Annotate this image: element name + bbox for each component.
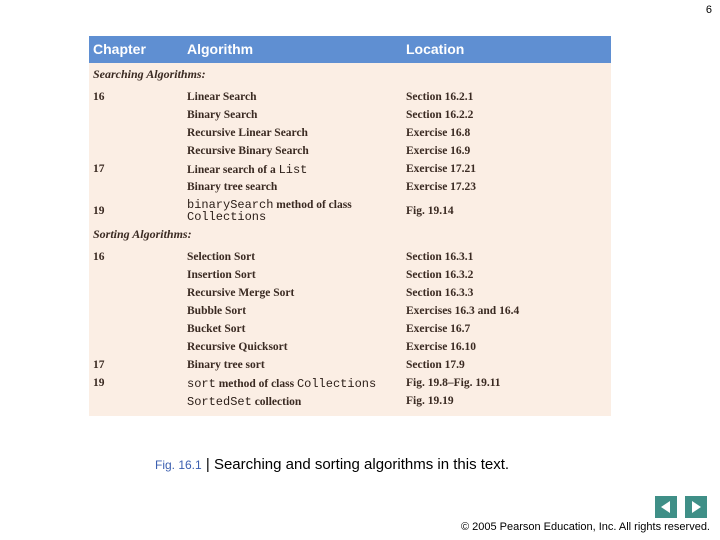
algorithm-cell bbox=[187, 359, 265, 371]
location-cell: Fig. 19.14 bbox=[406, 205, 454, 217]
section-label: Searching Algorithms: bbox=[93, 67, 206, 81]
algorithm-text: Binary Search bbox=[187, 109, 258, 121]
table-header-row bbox=[89, 36, 611, 63]
table-row bbox=[89, 321, 611, 339]
code-text: SortedSet bbox=[187, 395, 252, 409]
table-row bbox=[89, 267, 611, 285]
table-row bbox=[89, 107, 611, 125]
location-cell: Section 16.2.2 bbox=[406, 109, 474, 121]
chapter-cell: 16 bbox=[93, 251, 105, 263]
algorithm-cell bbox=[187, 109, 257, 121]
table-row bbox=[89, 161, 611, 179]
algorithm-cell bbox=[187, 395, 301, 409]
algorithm-text: Recursive Quicksort bbox=[187, 341, 288, 353]
algorithm-cell bbox=[187, 251, 255, 263]
location-cell: Exercises 16.3 and 16.4 bbox=[406, 305, 520, 317]
chapter-cell: 19 bbox=[93, 377, 105, 389]
algorithm-text: Binary tree search bbox=[187, 181, 278, 193]
next-slide-button[interactable] bbox=[685, 496, 707, 518]
location-cell: Section 17.9 bbox=[406, 359, 465, 371]
caption-text: Searching and sorting algorithms in this text. bbox=[213, 456, 510, 473]
table-row bbox=[89, 285, 611, 303]
code-text: binarySearch bbox=[187, 198, 274, 212]
table-row bbox=[89, 143, 611, 161]
algorithm-cell bbox=[187, 91, 257, 103]
figure-label: Fig. 16.1 bbox=[155, 458, 202, 472]
previous-slide-button[interactable] bbox=[655, 496, 677, 518]
table-row bbox=[89, 357, 611, 375]
location-cell: Exercise 17.23 bbox=[406, 181, 477, 193]
code-text: sort bbox=[187, 377, 216, 391]
location-cell: Exercise 16.9 bbox=[406, 145, 471, 157]
location-cell: Section 16.3.2 bbox=[406, 269, 474, 281]
algorithm-cell bbox=[187, 181, 277, 193]
algorithm-cell bbox=[187, 287, 294, 299]
location-cell: Section 16.3.3 bbox=[406, 287, 474, 299]
code-text: Collections bbox=[187, 210, 267, 224]
chapter-cell: 16 bbox=[93, 91, 105, 103]
algorithm-text: Recursive Merge Sort bbox=[187, 287, 295, 299]
algorithm-text: Linear search of a bbox=[187, 164, 279, 176]
location-cell: Exercise 16.8 bbox=[406, 127, 471, 139]
algorithm-cell bbox=[187, 341, 288, 353]
table-row bbox=[89, 249, 611, 267]
location-cell: Fig. 19.8–Fig. 19.11 bbox=[406, 377, 501, 389]
algorithm-cell bbox=[187, 323, 245, 335]
algorithm-cell bbox=[187, 269, 256, 281]
table-row bbox=[89, 393, 611, 411]
algorithm-text: Bucket Sort bbox=[187, 323, 246, 335]
table-row bbox=[89, 303, 611, 321]
table-row bbox=[89, 339, 611, 357]
table-row bbox=[89, 197, 611, 227]
header-algorithm: Algorithm bbox=[187, 41, 254, 57]
algorithm-text: Recursive Linear Search bbox=[187, 127, 308, 139]
table-row bbox=[89, 125, 611, 143]
location-cell: Fig. 19.19 bbox=[406, 395, 454, 407]
algorithm-cell bbox=[187, 145, 309, 157]
algorithms-table bbox=[89, 36, 611, 416]
algorithm-text: method of class bbox=[215, 378, 297, 390]
algorithm-text: method of class bbox=[273, 199, 352, 211]
algorithm-cell bbox=[187, 199, 352, 223]
table-row bbox=[89, 89, 611, 107]
algorithm-text: Binary tree sort bbox=[187, 359, 265, 371]
caption-separator: | bbox=[201, 456, 214, 473]
section-label: Sorting Algorithms: bbox=[93, 227, 192, 241]
copyright-footer: © 2005 Pearson Education, Inc. All rights reserved. bbox=[460, 521, 710, 533]
figure-caption bbox=[155, 456, 509, 473]
algorithm-text: Linear Search bbox=[187, 91, 257, 103]
chapter-cell: 17 bbox=[93, 359, 105, 371]
location-cell: Section 16.2.1 bbox=[406, 91, 474, 103]
algorithm-cell bbox=[187, 127, 308, 139]
chapter-cell: 19 bbox=[93, 205, 105, 217]
algorithm-text: Recursive Binary Search bbox=[187, 145, 309, 157]
location-cell: Exercise 16.10 bbox=[406, 341, 477, 353]
algorithm-text: Selection Sort bbox=[187, 251, 256, 263]
location-cell: Exercise 17.21 bbox=[406, 163, 477, 175]
header-location: Location bbox=[406, 41, 465, 57]
algorithm-text: Bubble Sort bbox=[187, 305, 247, 317]
chapter-cell: 17 bbox=[93, 163, 105, 175]
triangle-right-icon bbox=[685, 496, 707, 518]
header-chapter: Chapter bbox=[93, 41, 146, 57]
table-row bbox=[89, 375, 611, 393]
algorithm-cell bbox=[187, 163, 307, 177]
page-number: 6 bbox=[705, 4, 712, 16]
algorithm-text: collection bbox=[251, 396, 302, 408]
table-row bbox=[89, 179, 611, 197]
location-cell: Section 16.3.1 bbox=[406, 251, 474, 263]
algorithm-cell bbox=[187, 305, 246, 317]
algorithm-cell bbox=[187, 377, 376, 391]
code-text: Collections bbox=[296, 377, 377, 391]
code-text: List bbox=[278, 163, 308, 177]
triangle-left-icon bbox=[655, 496, 677, 518]
algorithm-text: Insertion Sort bbox=[187, 269, 256, 281]
location-cell: Exercise 16.7 bbox=[406, 323, 471, 335]
